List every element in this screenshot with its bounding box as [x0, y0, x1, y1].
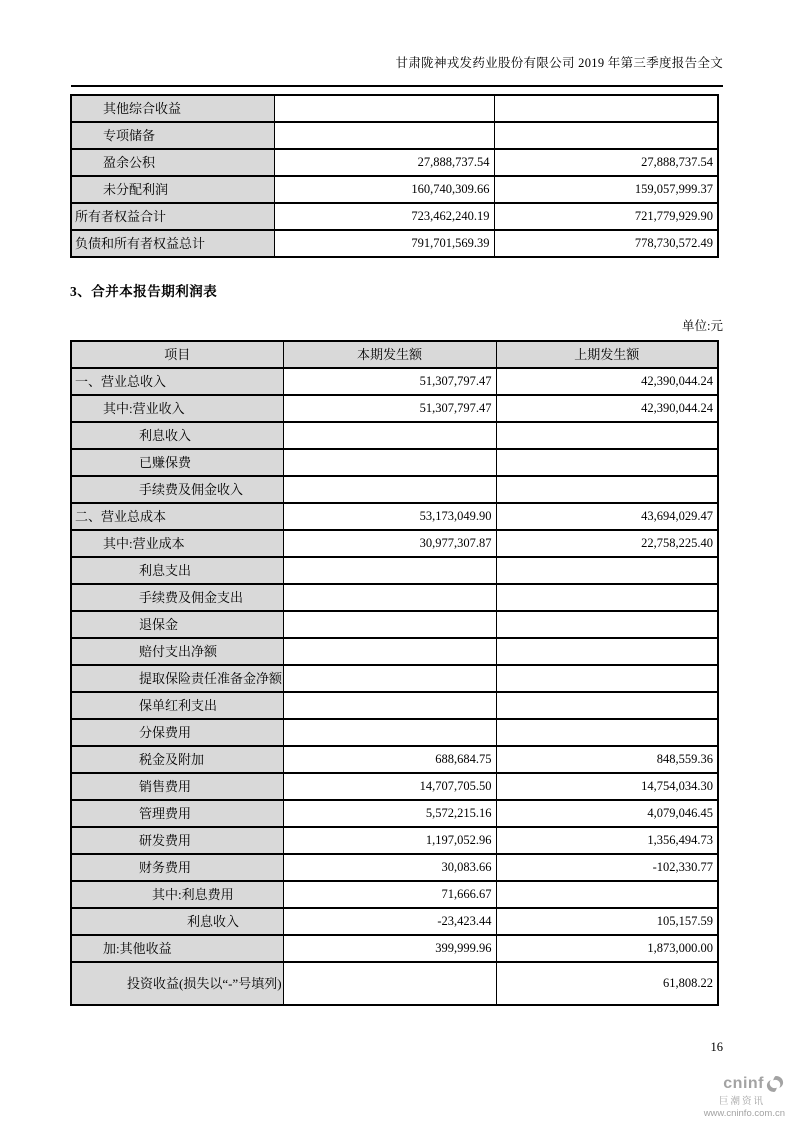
row-label: 专项储备	[71, 122, 274, 149]
row-label: 提取保险责任准备金净额	[71, 665, 283, 692]
table-row	[71, 422, 718, 449]
row-label: 所有者权益合计	[71, 203, 274, 230]
header-rule	[71, 85, 723, 87]
prior-period-value: 1,356,494.73	[496, 827, 718, 854]
current-period-value: 53,173,049.90	[283, 503, 496, 530]
prior-period-value: 14,754,034.30	[496, 773, 718, 800]
table-row	[71, 638, 718, 665]
current-period-value	[283, 719, 496, 746]
table-row	[71, 122, 718, 149]
row-label: 其中:营业成本	[71, 530, 283, 557]
col-header-current: 本期发生额	[283, 341, 496, 368]
row-label: 退保金	[71, 611, 283, 638]
income-statement-table	[70, 340, 719, 1006]
table-row	[71, 449, 718, 476]
prior-period-value: 61,808.22	[496, 962, 718, 1005]
current-period-value: -23,423.44	[283, 908, 496, 935]
table-row	[71, 881, 718, 908]
current-period-value: 5,572,215.16	[283, 800, 496, 827]
current-period-value	[283, 638, 496, 665]
row-label: 盈余公积	[71, 149, 274, 176]
income-table-header-row	[71, 341, 718, 368]
row-label: 利息收入	[71, 422, 283, 449]
col-header-prior: 上期发生额	[496, 341, 718, 368]
row-label: 其中:利息费用	[71, 881, 283, 908]
current-period-value: 791,701,569.39	[274, 230, 494, 257]
prior-period-value	[496, 719, 718, 746]
equity-table-body	[71, 95, 718, 257]
current-period-value: 71,666.67	[283, 881, 496, 908]
row-label: 手续费及佣金支出	[71, 584, 283, 611]
table-row	[71, 800, 718, 827]
table-row	[71, 503, 718, 530]
table-row	[71, 773, 718, 800]
row-label: 销售费用	[71, 773, 283, 800]
current-period-value	[283, 584, 496, 611]
current-period-value	[283, 692, 496, 719]
current-period-value: 51,307,797.47	[283, 368, 496, 395]
prior-period-value	[496, 611, 718, 638]
income-table-body	[71, 368, 718, 1005]
prior-period-value	[496, 881, 718, 908]
prior-period-value	[496, 476, 718, 503]
current-period-value	[283, 962, 496, 1005]
current-period-value	[283, 611, 496, 638]
row-label: 财务费用	[71, 854, 283, 881]
equity-table	[70, 94, 719, 258]
prior-period-value	[496, 422, 718, 449]
prior-period-value: 22,758,225.40	[496, 530, 718, 557]
table-row	[71, 854, 718, 881]
prior-period-value: 27,888,737.54	[494, 149, 718, 176]
row-label: 加:其他收益	[71, 935, 283, 962]
prior-period-value: -102,330.77	[496, 854, 718, 881]
table-row	[71, 692, 718, 719]
row-label: 手续费及佣金收入	[71, 476, 283, 503]
row-label: 利息收入	[71, 908, 283, 935]
page-number: 16	[710, 1040, 723, 1054]
cninfo-logo	[689, 1074, 785, 1119]
prior-period-value: 42,390,044.24	[496, 395, 718, 422]
unit-label: 单位:元	[682, 319, 723, 333]
table-row	[71, 746, 718, 773]
table-row	[71, 149, 718, 176]
row-label: 二、营业总成本	[71, 503, 283, 530]
prior-period-value: 1,873,000.00	[496, 935, 718, 962]
table-row	[71, 908, 718, 935]
row-label: 其中:营业收入	[71, 395, 283, 422]
table-row	[71, 95, 718, 122]
table-row	[71, 827, 718, 854]
row-label: 研发费用	[71, 827, 283, 854]
prior-period-value: 43,694,029.47	[496, 503, 718, 530]
prior-period-value: 105,157.59	[496, 908, 718, 935]
logo-brand-text: cninf	[723, 1075, 764, 1092]
current-period-value: 688,684.75	[283, 746, 496, 773]
current-period-value: 723,462,240.19	[274, 203, 494, 230]
prior-period-value	[496, 557, 718, 584]
header-title: 甘肃陇神戎发药业股份有限公司 2019 年第三季度报告全文	[395, 56, 723, 70]
current-period-value: 30,977,307.87	[283, 530, 496, 557]
table-row	[71, 530, 718, 557]
current-period-value	[283, 449, 496, 476]
cninfo-logo-row	[689, 1074, 785, 1094]
prior-period-value: 778,730,572.49	[494, 230, 718, 257]
table-row	[71, 962, 718, 1005]
current-period-value: 14,707,705.50	[283, 773, 496, 800]
prior-period-value: 159,057,999.37	[494, 176, 718, 203]
section-title: 3、合并本报告期利润表	[70, 284, 218, 299]
row-label: 税金及附加	[71, 746, 283, 773]
prior-period-value	[494, 95, 718, 122]
table-row	[71, 368, 718, 395]
table-row	[71, 203, 718, 230]
row-label: 已赚保费	[71, 449, 283, 476]
prior-period-value: 4,079,046.45	[496, 800, 718, 827]
table-row	[71, 476, 718, 503]
row-label: 其他综合收益	[71, 95, 274, 122]
table-row	[71, 395, 718, 422]
prior-period-value	[496, 584, 718, 611]
logo-url-text: www.cninfo.com.cn	[703, 1108, 785, 1119]
table-row	[71, 611, 718, 638]
prior-period-value	[496, 692, 718, 719]
prior-period-value	[496, 449, 718, 476]
current-period-value	[283, 422, 496, 449]
logo-chinese-text: 巨潮资讯	[718, 1096, 765, 1107]
prior-period-value: 42,390,044.24	[496, 368, 718, 395]
current-period-value: 399,999.96	[283, 935, 496, 962]
row-label: 投资收益(损失以“-”号填列)	[71, 962, 283, 1005]
prior-period-value	[494, 122, 718, 149]
table-row	[71, 557, 718, 584]
current-period-value: 160,740,309.66	[274, 176, 494, 203]
prior-period-value	[496, 665, 718, 692]
row-label: 分保费用	[71, 719, 283, 746]
row-label: 负债和所有者权益总计	[71, 230, 274, 257]
prior-period-value	[496, 638, 718, 665]
current-period-value	[274, 122, 494, 149]
prior-period-value: 721,779,929.90	[494, 203, 718, 230]
current-period-value: 30,083.66	[283, 854, 496, 881]
table-row	[71, 665, 718, 692]
current-period-value	[274, 95, 494, 122]
cninfo-swirl-icon	[765, 1074, 785, 1094]
prior-period-value: 848,559.36	[496, 746, 718, 773]
row-label: 未分配利润	[71, 176, 274, 203]
current-period-value: 27,888,737.54	[274, 149, 494, 176]
table-row	[71, 584, 718, 611]
row-label: 一、营业总收入	[71, 368, 283, 395]
table-row	[71, 230, 718, 257]
row-label: 利息支出	[71, 557, 283, 584]
row-label: 赔付支出净额	[71, 638, 283, 665]
current-period-value: 1,197,052.96	[283, 827, 496, 854]
table-row	[71, 719, 718, 746]
current-period-value	[283, 476, 496, 503]
current-period-value: 51,307,797.47	[283, 395, 496, 422]
current-period-value	[283, 665, 496, 692]
current-period-value	[283, 557, 496, 584]
table-row	[71, 176, 718, 203]
row-label: 保单红利支出	[71, 692, 283, 719]
row-label: 管理费用	[71, 800, 283, 827]
col-header-item: 项目	[71, 341, 283, 368]
table-row	[71, 935, 718, 962]
